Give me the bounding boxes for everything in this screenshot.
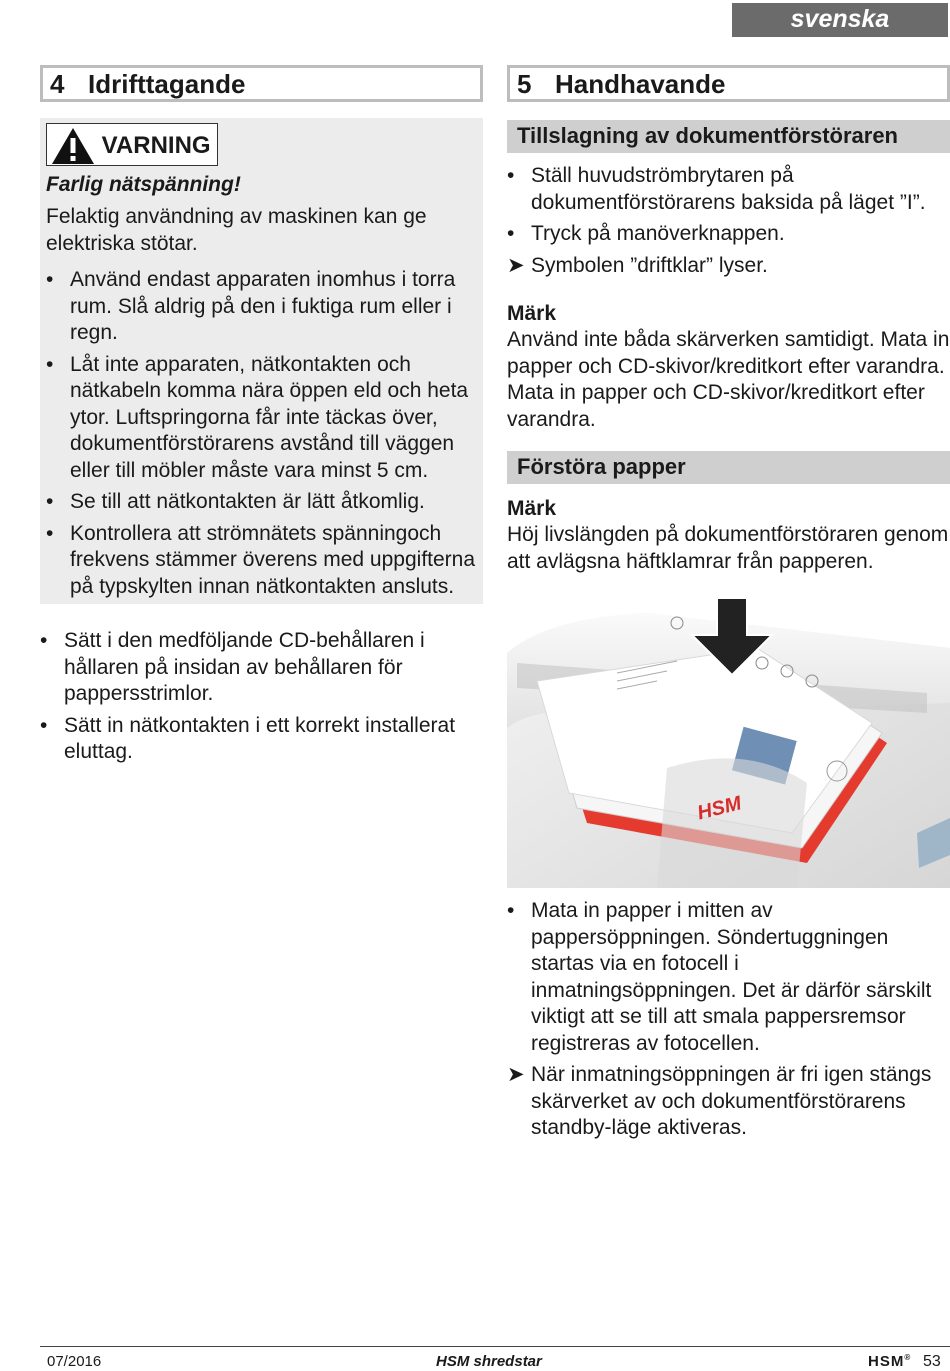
- footer-product: HSM shredstar: [436, 1353, 542, 1370]
- shredder-photo: [507, 593, 950, 888]
- list-item: • Tryck på manöverknappen.: [507, 222, 785, 245]
- list-item: • Kontrollera att strömnätets spänningoch frekvens stämmer överens med uppgifterna på typskylten innan nätkontakten ansluts.: [46, 521, 476, 598]
- footer-brand-logo: HSM®: [868, 1353, 912, 1370]
- note-text: Använd inte båda skärverken samtidigt. Mata in papper och CD-skivor/kreditkort efter varandra. Mata in papper och CD-skivor/kreditkort efter varandra.: [507, 328, 950, 431]
- list-item: • Låt inte apparaten, nätkontakten och nätkabeln komma nära öppen eld och heta ytor. Luftspringorna får inte täckas över, dokumentförstörarens avstånd till väggen eller till möbler måste vara minst 5 cm.: [46, 352, 469, 482]
- list-item: • Sätt i den medföljande CD-behållaren i hållaren på insidan av behållaren för pappersstrimlor.: [40, 629, 425, 705]
- note-title: Märk: [507, 302, 557, 325]
- list-item: • Mata in papper i mitten av pappersöppningen. Söndertuggningen startas via en fotocell i inmatningsöppningen. Det är därför särskilt viktigt att se till att smala pappersremsor registreras av fotocellen.: [507, 899, 932, 1055]
- steps-list: [40, 628, 483, 766]
- warning-list: [46, 267, 477, 600]
- section-number: 4: [50, 69, 65, 99]
- warning-label-text: VARNING: [101, 132, 211, 159]
- section-title: Handhavande: [555, 69, 726, 99]
- section-heading: [507, 65, 950, 102]
- section-heading: [40, 65, 483, 102]
- page-number: 53: [923, 1353, 941, 1370]
- section-operation: [507, 65, 950, 1147]
- shred-paper-list: [507, 898, 950, 1142]
- note-text: Höj livslängden på dokumentförstöraren genom att avlägsna häftklamrar från papperen.: [507, 523, 949, 573]
- warning-label: [46, 123, 218, 166]
- list-item: ➤ Symbolen ”driftklar” lyser.: [507, 253, 768, 277]
- language-tab: svenska: [732, 3, 948, 37]
- section-title: Idrifttagande: [88, 69, 246, 99]
- warning-box: [40, 118, 483, 604]
- list-item: • Ställ huvudströmbrytaren på dokumentförstörarens baksida på läget ”I”.: [507, 164, 926, 214]
- list-item: ➤ När inmatningsöppningen är fri igen stängs skärverket av och dokumentförstörarens standby-läge aktiveras.: [507, 1063, 932, 1139]
- warning-triangle-icon: [51, 127, 95, 165]
- brand-logo: HSM: [695, 792, 744, 825]
- footer-divider: [40, 1346, 950, 1347]
- shredder-illustration: [507, 593, 950, 888]
- note-title: Märk: [507, 497, 557, 520]
- warning-intro: Felaktig användning av maskinen kan ge elektriska stötar.: [46, 205, 427, 255]
- list-item: • Se till att nätkontakten är lätt åtkomlig.: [46, 490, 425, 513]
- section-number: 5: [517, 69, 532, 99]
- subheading-switch-on: Tillslagning av dokumentförstöraren: [507, 120, 950, 153]
- subheading-shred-paper: Förstöra papper: [507, 451, 950, 484]
- footer-date: 07/2016: [47, 1353, 102, 1370]
- warning-subtitle: Farlig nätspänning!: [46, 173, 241, 196]
- list-item: • Sätt in nätkontakten i ett korrekt installerat eluttag.: [40, 713, 456, 763]
- list-item: • Använd endast apparaten inomhus i torra rum. Slå aldrig på den i fuktiga rum eller i regn.: [46, 268, 456, 344]
- section-commissioning: [40, 65, 483, 771]
- switch-on-list: [507, 163, 950, 279]
